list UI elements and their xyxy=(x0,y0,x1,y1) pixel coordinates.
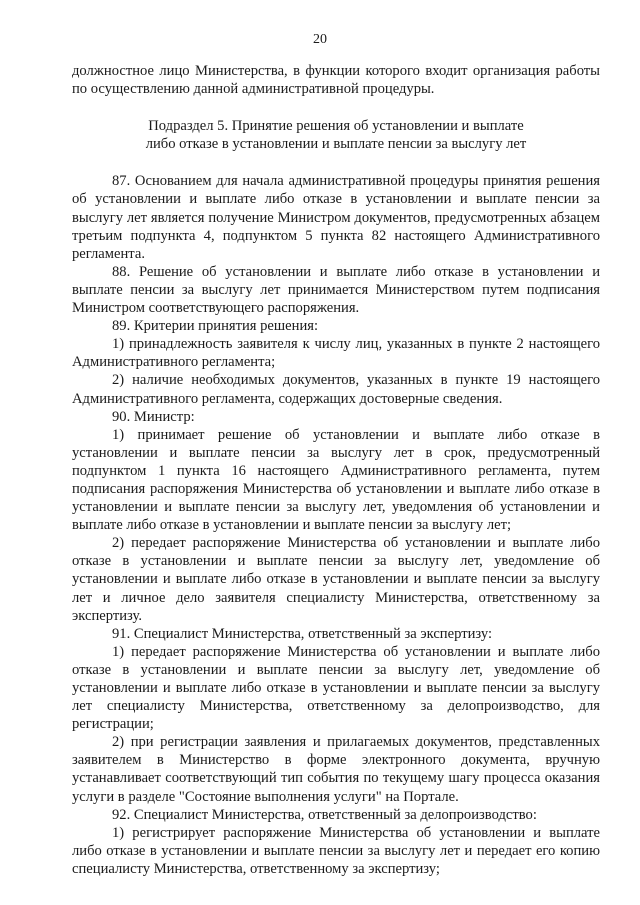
paragraph-92-item-1: 1) регистрирует распоряжение Министерства об установлении и выплате либо отказе в установлении и выплате пенсии за выслугу лет и передает его копию специалисту Министерства, ответственному за экспертизу; xyxy=(72,824,600,877)
paragraph-90: 90. Министр: xyxy=(112,408,195,425)
continuation-paragraph: должностное лицо Министерства, в функции которого входит организация работы по осуществлению данной административной процедуры. xyxy=(72,63,600,98)
paragraph-89-item-2: 2) наличие необходимых документов, указанных в пункте 19 настоящего Административного регламента, содержащих достоверные сведения. xyxy=(72,372,600,407)
paragraph-92: 92. Специалист Министерства, ответственный за делопроизводство: xyxy=(112,806,537,823)
paragraph-91-item-1: 1) передает распоряжение Министерства об установлении и выплате либо отказе в установлении и выплате пенсии за выслугу лет, уведомление об установлении и выплате либо отказе в установлении и выплате пенсии за выслугу лет специалисту Министерства, ответственному за делопроизводство, для регистрации; xyxy=(72,643,600,733)
document-page xyxy=(72,0,600,878)
page-number: 20 xyxy=(313,32,327,47)
paragraph-89-item-1: 1) принадлежность заявителя к числу лиц, указанных в пункте 2 настоящего Административного регламента; xyxy=(72,336,600,371)
subsection-heading-line-1: Подраздел 5. Принятие решения об установлении и выплате xyxy=(148,118,524,135)
paragraph-89: 89. Критерии принятия решения: xyxy=(112,318,319,335)
paragraph-91-item-2: 2) при регистрации заявления и прилагаемых документов, представленных заявителем в Министерство в форме электронного документа, вручную устанавливает соответствующий тип события по текущему шагу процесса оказания услуги в разделе "Состояние выполнения услуги" на Портале. xyxy=(72,734,600,805)
paragraph-91: 91. Специалист Министерства, ответственный за экспертизу: xyxy=(112,625,492,642)
paragraph-90-item-1: 1) принимает решение об установлении и выплате либо отказе в установлении и выплате пенсии за выслугу лет в срок, предусмотренный подпунктом 1 пункта 16 настоящего Административного регламента, путем подписания распоряжения Министерства об установлении и выплате либо отказе в установлении и выплате пенсии за выслугу лет, уведомления об установлении и выплате либо отказе в установлении и выплате пенсии за выслугу лет; xyxy=(72,426,600,534)
paragraph-90-item-2: 2) передает распоряжение Министерства об установлении и выплате либо отказе в установлении и выплате пенсии за выслугу лет, уведомление об установлении и выплате либо отказе в установлении и выплате пенсии за выслугу лет и личное дело заявителя специалисту Министерства, ответственному за экспертизу. xyxy=(72,535,600,624)
paragraph-88: 88. Решение об установлении и выплате либо отказе в установлении и выплате пенсии за выслугу лет принимается Министерством путем подписания Министром соответствующего распоряжения. xyxy=(72,263,600,317)
paragraph-87: 87. Основанием для начала административной процедуры принятия решения об установлении и выплате либо отказе в установлении и выплате пенсии за выслугу лет является получение Министром документов, предусмотренных абзацем третьим подпункта 4, подпунктом 5 пункта 82 настоящего Административного регламента. xyxy=(72,173,600,262)
subsection-heading-line-2: либо отказе в установлении и выплате пенсии за выслугу лет xyxy=(145,136,527,153)
subsection-heading xyxy=(72,117,600,153)
